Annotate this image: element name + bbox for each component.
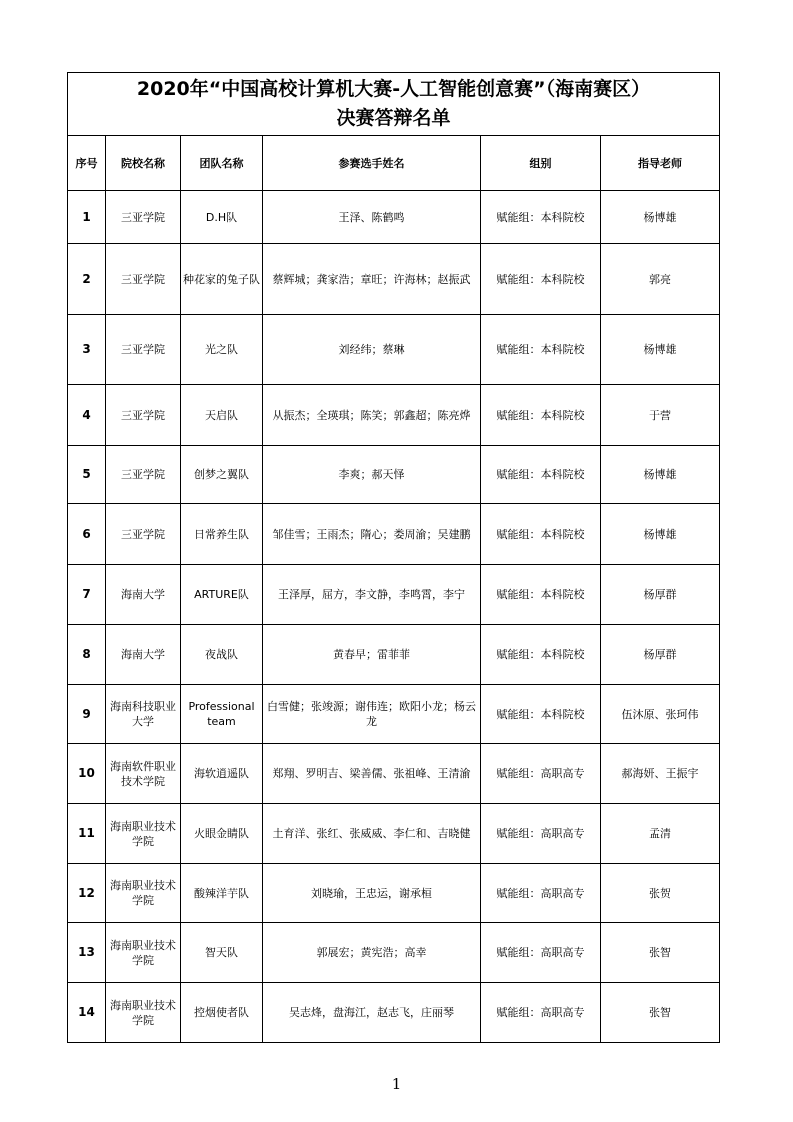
- member-names: 李爽；郝天怿: [263, 446, 481, 504]
- advisor-name: 杨博雄: [601, 504, 720, 565]
- group-name: 赋能组：高职高专: [481, 864, 601, 923]
- team-name: Professional team: [181, 685, 263, 744]
- group-name: 赋能组：本科院校: [481, 504, 601, 565]
- team-name: 日常养生队: [181, 504, 263, 565]
- team-name: 酸辣洋芋队: [181, 864, 263, 923]
- group-name: 赋能组：本科院校: [481, 385, 601, 446]
- member-names: 邹佳雪；王雨杰；隋心；娄周渝；吴建鹏: [263, 504, 481, 565]
- member-names: 郑翔、罗明吉、梁善儒、张祖峰、王清渝: [263, 744, 481, 804]
- row-index: 5: [68, 446, 106, 504]
- table-row: [68, 191, 720, 244]
- table-row: [68, 744, 720, 804]
- group-name: 赋能组：高职高专: [481, 744, 601, 804]
- table-row: [68, 446, 720, 504]
- advisor-name: 郭亮: [601, 244, 720, 315]
- advisor-name: 杨博雄: [601, 446, 720, 504]
- group-name: 赋能组：本科院校: [481, 685, 601, 744]
- member-names: 王泽、陈鹤鸣: [263, 191, 481, 244]
- row-index: 2: [68, 244, 106, 315]
- header-group: 组别: [481, 136, 601, 191]
- team-name: 智天队: [181, 923, 263, 983]
- table-row: [68, 244, 720, 315]
- advisor-name: 孟清: [601, 804, 720, 864]
- member-names: 从振杰；全瑛琪；陈笑；郭鑫超；陈亮烨: [263, 385, 481, 446]
- table-row: [68, 625, 720, 685]
- team-name: 光之队: [181, 315, 263, 385]
- advisor-name: 郝海妍、王振宇: [601, 744, 720, 804]
- school-name: 海南大学: [106, 625, 181, 685]
- school-name: 海南大学: [106, 565, 181, 625]
- member-names: 蔡辉城；龚家浩；章旺；许海林；赵振武: [263, 244, 481, 315]
- team-name: 种花家的兔子队: [181, 244, 263, 315]
- school-name: 海南职业技术学院: [106, 983, 181, 1043]
- member-names: 黄春早；雷菲菲: [263, 625, 481, 685]
- team-name: D.H队: [181, 191, 263, 244]
- row-index: 8: [68, 625, 106, 685]
- row-index: 9: [68, 685, 106, 744]
- header-index: 序号: [68, 136, 106, 191]
- table-row: [68, 685, 720, 744]
- member-names: 刘经纬；蔡琳: [263, 315, 481, 385]
- table-row: [68, 385, 720, 446]
- advisor-name: 于营: [601, 385, 720, 446]
- advisor-name: 张智: [601, 983, 720, 1043]
- header-team: 团队名称: [181, 136, 263, 191]
- school-name: 三亚学院: [106, 191, 181, 244]
- header-school: 院校名称: [106, 136, 181, 191]
- group-name: 赋能组：本科院校: [481, 315, 601, 385]
- member-names: 刘晓瑜，王忠运，谢承桓: [263, 864, 481, 923]
- advisor-name: 伍沐原、张珂伟: [601, 685, 720, 744]
- school-name: 三亚学院: [106, 385, 181, 446]
- table-row: [68, 923, 720, 983]
- school-name: 海南职业技术学院: [106, 804, 181, 864]
- header-advisor: 指导老师: [601, 136, 720, 191]
- member-names: 土育洋、张红、张威威、李仁和、吉晓健: [263, 804, 481, 864]
- school-name: 海南软件职业技术学院: [106, 744, 181, 804]
- title-line-2: 决赛答辩名单: [336, 107, 451, 129]
- group-name: 赋能组：本科院校: [481, 191, 601, 244]
- row-index: 13: [68, 923, 106, 983]
- team-name: 夜战队: [181, 625, 263, 685]
- member-names: 白雪健；张竣源；谢伟连；欧阳小龙；杨云龙: [263, 685, 481, 744]
- table-row: [68, 804, 720, 864]
- team-name: 火眼金睛队: [181, 804, 263, 864]
- group-name: 赋能组：本科院校: [481, 446, 601, 504]
- row-index: 7: [68, 565, 106, 625]
- row-index: 10: [68, 744, 106, 804]
- advisor-name: 杨厚群: [601, 565, 720, 625]
- title-line-1: 2020年“中国高校计算机大赛-人工智能创意赛”（海南赛区）: [136, 78, 651, 100]
- row-index: 1: [68, 191, 106, 244]
- row-index: 11: [68, 804, 106, 864]
- finalist-table: [67, 72, 720, 1043]
- row-index: 4: [68, 385, 106, 446]
- group-name: 赋能组：本科院校: [481, 565, 601, 625]
- group-name: 赋能组：本科院校: [481, 244, 601, 315]
- team-name: ARTURE队: [181, 565, 263, 625]
- table-row: [68, 983, 720, 1043]
- school-name: 三亚学院: [106, 315, 181, 385]
- advisor-name: 杨厚群: [601, 625, 720, 685]
- table-row: [68, 504, 720, 565]
- group-name: 赋能组：本科院校: [481, 625, 601, 685]
- school-name: 三亚学院: [106, 244, 181, 315]
- group-name: 赋能组：高职高专: [481, 923, 601, 983]
- advisor-name: 杨博雄: [601, 315, 720, 385]
- school-name: 三亚学院: [106, 504, 181, 565]
- team-name: 创梦之翼队: [181, 446, 263, 504]
- school-name: 海南科技职业大学: [106, 685, 181, 744]
- group-name: 赋能组：高职高专: [481, 804, 601, 864]
- table-row: [68, 565, 720, 625]
- team-name: 控烟使者队: [181, 983, 263, 1043]
- row-index: 6: [68, 504, 106, 565]
- advisor-name: 杨博雄: [601, 191, 720, 244]
- school-name: 海南职业技术学院: [106, 864, 181, 923]
- advisor-name: 张智: [601, 923, 720, 983]
- school-name: 三亚学院: [106, 446, 181, 504]
- table-row: [68, 315, 720, 385]
- member-names: 吴志烽，盘海江，赵志飞，庄丽琴: [263, 983, 481, 1043]
- member-names: 王泽厚，屈方，李文静，李鸣霄，李宁: [263, 565, 481, 625]
- school-name: 海南职业技术学院: [106, 923, 181, 983]
- table-row: [68, 864, 720, 923]
- team-name: 海软逍遥队: [181, 744, 263, 804]
- member-names: 郭展宏；黄宪浩；高幸: [263, 923, 481, 983]
- header-members: 参赛选手姓名: [263, 136, 481, 191]
- row-index: 3: [68, 315, 106, 385]
- title-row: [68, 73, 720, 136]
- group-name: 赋能组：高职高专: [481, 983, 601, 1043]
- team-name: 天启队: [181, 385, 263, 446]
- advisor-name: 张贺: [601, 864, 720, 923]
- page-number: 1: [391, 1075, 402, 1093]
- document-title: [68, 73, 720, 136]
- row-index: 12: [68, 864, 106, 923]
- row-index: 14: [68, 983, 106, 1043]
- header-row: [68, 136, 720, 191]
